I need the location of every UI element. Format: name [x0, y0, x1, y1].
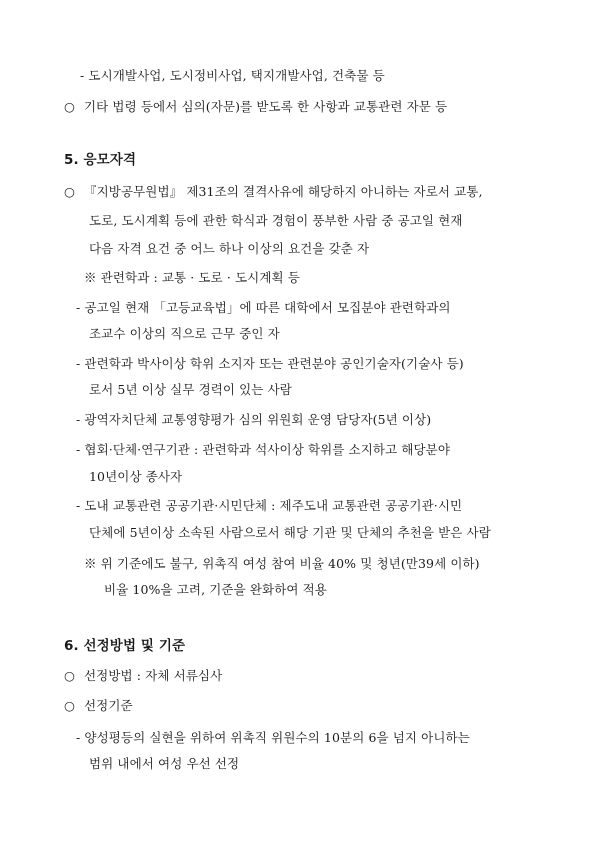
selection-method: 선정방법 : 자체 서류심사: [84, 668, 223, 683]
criterion-public-org-line-1: - 도내 교통관련 공공기관·시민단체 : 제주도내 교통관련 공공기관·시민: [76, 498, 463, 513]
eligibility-line-1: 『지방공무원법』 제31조의 결격사유에 해당하지 아니하는 자로서 교통,: [84, 184, 483, 199]
criterion-association-line-2: 10년이상 종사자: [89, 469, 183, 484]
section-5-heading: 5. 응모자격: [64, 152, 137, 168]
criterion-professor-line-1: - 공고일 현재 「고등교육법」에 따른 대학에서 모집분야 관련학과의: [76, 300, 451, 315]
criterion-association-line-1: - 협회·단체·연구기관 : 관련학과 석사이상 학위를 소지하고 해당분야: [76, 442, 451, 457]
eligibility-line-2: 도로, 도시계획 등에 관한 학식과 경험이 풍부한 사람 중 공고일 현재: [89, 213, 463, 228]
eligibility-line-3: 다음 자격 요건 중 어느 하나 이상의 요건을 갖춘 자: [89, 241, 370, 256]
circle-bullet: ○: [64, 698, 76, 713]
circle-bullet: ○: [64, 99, 76, 114]
circle-bullet: ○: [64, 668, 76, 683]
selection-criteria-label: 선정기준: [84, 698, 133, 713]
section-6-heading: 6. 선정방법 및 기준: [64, 638, 186, 654]
criterion-phd-line-2: 로서 5년 이상 실무 경력이 있는 사람: [89, 382, 292, 397]
relaxation-note-line-2: 비율 10%을 고려, 기준을 완화하여 적용: [104, 582, 327, 597]
criterion-professor-line-2: 조교수 이상의 직으로 근무 중인 자: [89, 326, 280, 341]
relaxation-note-line-1: ※ 위 기준에도 불구, 위촉직 여성 참여 비율 40% 및 청년(만39세 이하): [84, 556, 480, 571]
circle-bullet: ○: [64, 184, 76, 199]
dash-item-development-projects: - 도시개발사업, 도시정비사업, 택지개발사업, 건축물 등: [80, 68, 385, 83]
criterion-admin-officer: - 광역자치단체 교통영향평가 심의 위원회 운영 담당자(5년 이상): [76, 412, 432, 427]
gender-equality-line-1: - 양성평등의 실현을 위하여 위촉직 위원수의 10분의 6을 넘지 아니하는: [76, 730, 470, 745]
gender-equality-line-2: 범위 내에서 여성 우선 선정: [89, 756, 240, 771]
circle-item-other-laws: 기타 법령 등에서 심의(자문)를 받도록 한 사항과 교통관련 자문 등: [84, 99, 448, 114]
criterion-phd-line-1: - 관련학과 박사이상 학위 소지자 또는 관련분야 공인기술자(기술사 등): [76, 356, 464, 371]
criterion-public-org-line-2: 단체에 5년이상 소속된 사람으로서 해당 기관 및 단체의 추천을 받은 사람: [89, 525, 491, 540]
related-majors-note: ※ 관련학과 : 교통 · 도로 · 도시계획 등: [84, 270, 300, 285]
